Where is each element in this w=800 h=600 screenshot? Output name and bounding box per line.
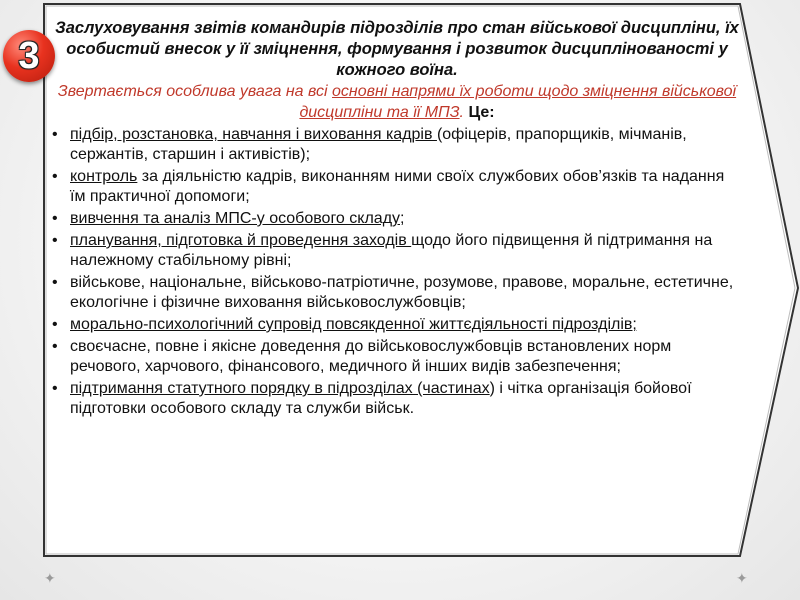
list-item — [52, 273, 742, 313]
list-item — [52, 167, 742, 207]
item-underlined: підбір, розстановка, навчання і виховання кадрів — [70, 126, 437, 143]
item-underlined: вивчення та аналіз МПС-у особового складу; — [70, 210, 405, 227]
bullet-icon: • — [52, 210, 58, 227]
item-text: ) і чітка організація бойової підготовки особового складу та служби військ. — [70, 380, 692, 417]
item-underlined: підтримання статутного порядку в підрозділах (частинах — [70, 380, 490, 397]
list-item — [52, 209, 742, 229]
heading: Заслуховування звітів командирів підрозділів про стан військової дисципліни, їх особистий внесок у її зміцнення, формування і розвиток дисциплінованості у кожного воїна. — [55, 19, 739, 79]
list-item — [52, 125, 742, 165]
list-item — [52, 379, 742, 419]
bullet-icon: • — [52, 168, 58, 185]
accent-part2: основні напрями їх роботи щодо зміцнення військової дисципліни та її МПЗ — [299, 83, 737, 121]
item-underlined: контроль — [70, 168, 138, 185]
item-text: (офіцерів, прапорщиків, мічманів, сержантів, старшин і активістів); — [70, 126, 687, 163]
item-text: щодо його підвищення й підтримання на належному стабільному рівні; — [70, 232, 713, 269]
bullet-icon: • — [52, 316, 58, 333]
item-underlined: планування, підготовка й проведення заходів — [70, 232, 412, 249]
accent-part4: Це: — [468, 104, 495, 121]
accent-part3: . — [459, 104, 469, 121]
bullet-icon: • — [52, 232, 58, 249]
accent-line — [52, 81, 742, 123]
item-text: військове, національне, військово-патріотичне, розумове, правове, моральне, естетичне, екологічне і фізичне виховання військовослужбовців; — [70, 274, 734, 311]
bullet-icon: • — [52, 380, 58, 397]
sparkle-icon: ✦ — [736, 570, 748, 586]
list-item — [52, 337, 742, 377]
bullet-icon: • — [52, 338, 58, 355]
bullet-icon: • — [52, 126, 58, 143]
accent-part1: Звертається особлива увага на всі — [57, 83, 333, 100]
step-number-badge: 3 — [3, 30, 55, 82]
item-text: своєчасне, повне і якісне доведення до військовослужбовців встановлених норм речового, харчового, фінансового, медичного й інших видів забезпечення; — [70, 338, 672, 375]
item-underlined: морально-психологічний супровід повсякденної життєдіяльності підрозділів; — [70, 316, 637, 333]
list-item — [52, 231, 742, 271]
bullet-icon: • — [52, 274, 58, 291]
directions-list — [52, 125, 742, 419]
slide-content — [52, 18, 742, 421]
sparkle-icon: ✦ — [44, 570, 56, 586]
list-item — [52, 315, 742, 335]
item-text: за діяльністю кадрів, виконанням ними своїх службових обов’язків та надання їм практичної допомоги; — [70, 168, 725, 205]
